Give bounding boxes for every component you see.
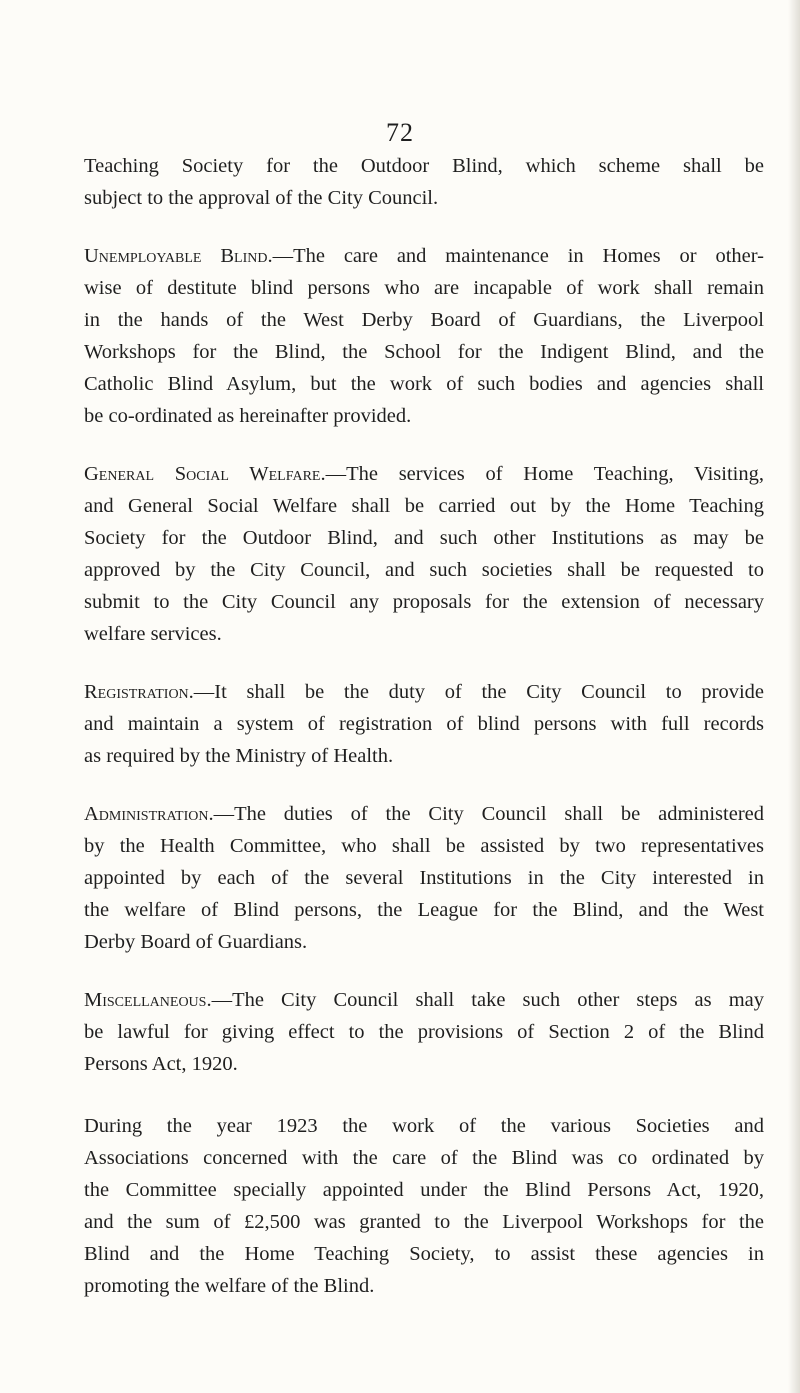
text-line: wise of destitute blind persons who are incapable of work shall remain: [84, 277, 764, 299]
text-line: appointed by each of the several Institutions in the City interested in: [84, 867, 764, 889]
paragraph-teaching-society-continued: [84, 150, 764, 214]
paragraph-general-social-welfare: [84, 458, 764, 650]
text-line: Derby Board of Guardians.: [84, 931, 308, 953]
paragraph-unemployable-blind: [84, 240, 764, 432]
text-line: as required by the Ministry of Health.: [84, 745, 394, 767]
text-line: by the Health Committee, who shall be assisted by two representatives: [84, 835, 764, 857]
section-heading: Registration.: [84, 681, 194, 703]
text-line: approved by the City Council, and such societies shall be requested to: [84, 559, 764, 581]
text-line: Blind and the Home Teaching Society, to assist these agencies in: [84, 1243, 764, 1265]
text-line: and General Social Welfare shall be carried out by the Home Teaching: [84, 495, 764, 517]
text-line: be lawful for giving effect to the provisions of Section 2 of the Blind: [84, 1021, 764, 1043]
text-line: and the sum of £2,500 was granted to the Liverpool Workshops for the: [84, 1211, 764, 1233]
text-line: Administration.—The duties of the City Council shall be administered: [84, 803, 764, 825]
text-line: Workshops for the Blind, the School for the Indigent Blind, and the: [84, 341, 764, 363]
text-line: welfare services.: [84, 623, 222, 645]
text-line: submit to the City Council any proposals for the extension of necessary: [84, 591, 764, 613]
paragraph-administration: [84, 798, 764, 958]
text-line: Miscellaneous.—The City Council shall take such other steps as may: [84, 989, 764, 1011]
paragraph-registration: [84, 676, 764, 772]
text-line: Unemployable Blind.—The care and maintenance in Homes or other-: [84, 245, 764, 267]
text-line: Registration.—It shall be the duty of the City Council to provide: [84, 681, 764, 703]
section-heading: General Social Welfare.: [84, 463, 326, 485]
page-edge-shadow: [788, 0, 800, 1393]
text-line: Persons Act, 1920.: [84, 1053, 238, 1075]
paragraph-year-summary: [84, 1110, 764, 1302]
text-line: and maintain a system of registration of blind persons with full records: [84, 713, 764, 735]
text-line: in the hands of the West Derby Board of Guardians, the Liverpool: [84, 309, 764, 331]
page-number: 72: [386, 118, 414, 147]
text-line: the welfare of Blind persons, the League for the Blind, and the West: [84, 899, 764, 921]
section-heading: Miscellaneous.: [84, 989, 212, 1011]
document-body: [84, 150, 764, 1302]
text-line: Associations concerned with the care of the Blind was co ordinated by: [84, 1147, 764, 1169]
section-heading: Unemployable Blind.: [84, 245, 273, 267]
text-line: General Social Welfare.—The services of Home Teaching, Visiting,: [84, 463, 764, 485]
paragraph-miscellaneous: [84, 984, 764, 1080]
text-line: subject to the approval of the City Council.: [84, 187, 439, 209]
section-heading: Administration.: [84, 803, 214, 825]
text-line: Society for the Outdoor Blind, and such other Institutions as may be: [84, 527, 764, 549]
text-line: promoting the welfare of the Blind.: [84, 1275, 375, 1297]
text-line: Teaching Society for the Outdoor Blind, which scheme shall be: [84, 155, 764, 177]
text-line: the Committee specially appointed under the Blind Persons Act, 1920,: [84, 1179, 764, 1201]
text-line: be co-ordinated as hereinafter provided.: [84, 405, 412, 427]
text-line: During the year 1923 the work of the various Societies and: [84, 1115, 764, 1137]
text-line: Catholic Blind Asylum, but the work of such bodies and agencies shall: [84, 373, 764, 395]
